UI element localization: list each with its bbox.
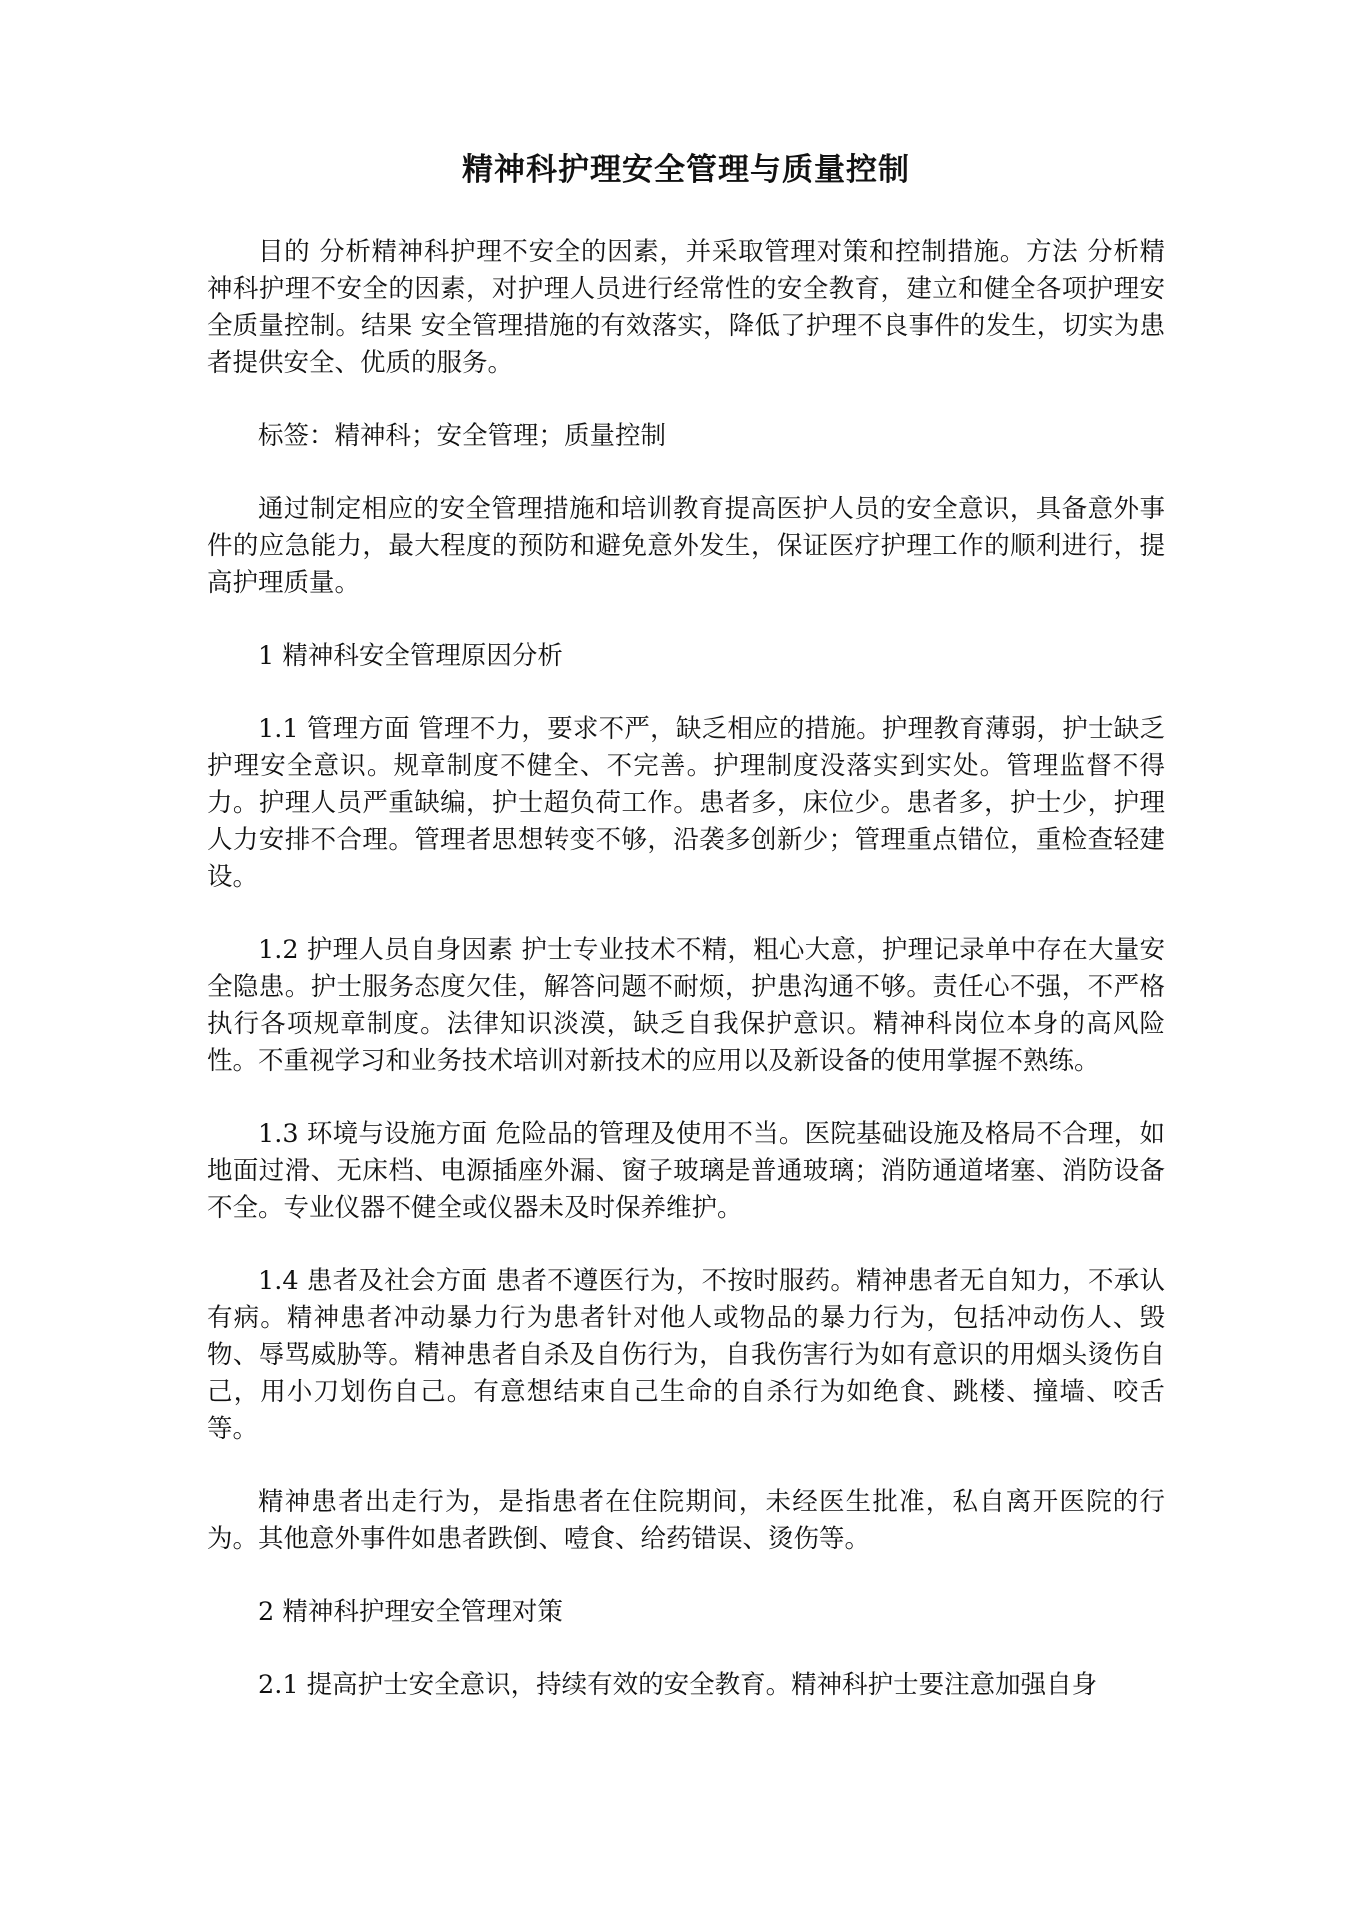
keywords-paragraph: 标签：精神科；安全管理；质量控制 xyxy=(258,421,667,451)
document-page xyxy=(207,150,1165,1740)
abstract-paragraph: 目的 分析精神科护理不安全的因素，并采取管理对策和控制措施。方法 分析精神科护理不安全的因素，对护理人员进行经常性的安全教育，建立和健全各项护理安全质量控制。结果 安全管理措施的有效落实，降低了护理不良事件的发生，切实为患者提供安全、优质的服务。 xyxy=(207,237,1165,378)
elopement-paragraph: 精神患者出走行为，是指患者在住院期间，未经医生批准，私自离开医院的行为。其他意外事件如患者跌倒、噎食、给药错误、烫伤等。 xyxy=(207,1487,1165,1554)
subsection-2-1: 2.1 提高护士安全意识，持续有效的安全教育。精神科护士要注意加强自身 xyxy=(258,1670,1098,1700)
subsection-1-3: 1.3 环境与设施方面 危险品的管理及使用不当。医院基础设施及格局不合理，如地面过滑、无床档、电源插座外漏、窗子玻璃是普通玻璃；消防通道堵塞、消防设备不全。专业仪器不健全或仪器未及时保养维护。 xyxy=(207,1119,1165,1223)
document-title: 精神科护理安全管理与质量控制 xyxy=(462,152,910,188)
subsection-1-4: 1.4 患者及社会方面 患者不遵医行为，不按时服药。精神患者无自知力，不承认有病。精神患者冲动暴力行为患者针对他人或物品的暴力行为，包括冲动伤人、毁物、辱骂威胁等。精神患者自杀及自伤行为，自我伤害行为如有意识的用烟头烫伤自己，用小刀划伤自己。有意想结束自己生命的自杀行为如绝食、跳楼、撞墙、咬舌等。 xyxy=(207,1266,1165,1444)
section-heading-2: 2 精神科护理安全管理对策 xyxy=(258,1597,563,1627)
section-heading-1: 1 精神科安全管理原因分析 xyxy=(258,641,563,671)
intro-paragraph: 通过制定相应的安全管理措施和培训教育提高医护人员的安全意识，具备意外事件的应急能力，最大程度的预防和避免意外发生，保证医疗护理工作的顺利进行，提高护理质量。 xyxy=(207,494,1165,598)
subsection-1-1: 1.1 管理方面 管理不力，要求不严，缺乏相应的措施。护理教育薄弱，护士缺乏护理安全意识。规章制度不健全、不完善。护理制度没落实到实处。管理监督不得力。护理人员严重缺编，护士超负荷工作。患者多，床位少。患者多，护士少，护理人力安排不合理。管理者思想转变不够，沿袭多创新少；管理重点错位，重检查轻建设。 xyxy=(207,714,1165,892)
subsection-1-2: 1.2 护理人员自身因素 护士专业技术不精，粗心大意，护理记录单中存在大量安全隐患。护士服务态度欠佳，解答问题不耐烦，护患沟通不够。责任心不强，不严格执行各项规章制度。法律知识淡漠，缺乏自我保护意识。精神科岗位本身的高风险性。不重视学习和业务技术培训对新技术的应用以及新设备的使用掌握不熟练。 xyxy=(207,935,1165,1076)
